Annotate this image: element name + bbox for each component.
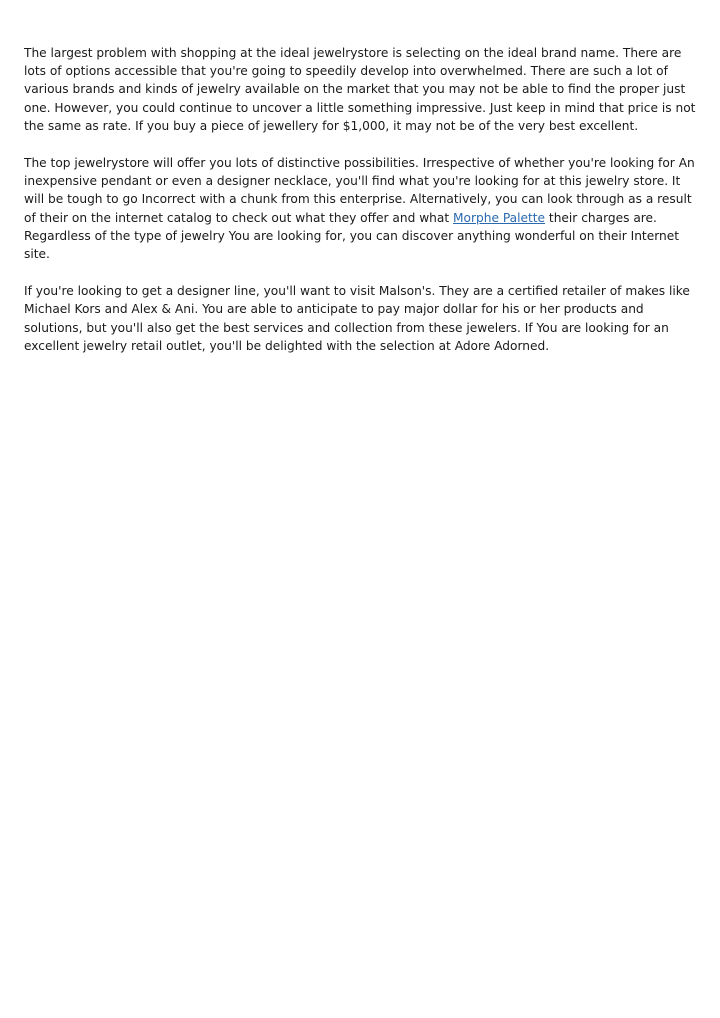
paragraph-2-text-before-link: The top jewelrystore will offer you lots of distinctive possibilities. Irrespective of whether you're looking for An inexpensive pendant or even a designer necklace, you'll find what you're looking for at this jewelry store. It will be tough to go Incorrect with a chunk from this enterprise. Alternatively, you can look through as a result of their on the internet catalog to check out what they offer and what [24, 156, 695, 225]
paragraph-1: The largest problem with shopping at the ideal jewelrystore is selecting on the ideal brand name. There are lots of options accessible that you're going to speedily develop into overwhelmed. There are such a lot of various brands and kinds of jewelry available on the market that you may not be able to find the proper just one. However, you could continue to uncover a little something impressive. Just keep in mind that price is not the same as rate. If you buy a piece of jewellery for $1,000, it may not be of the very best excellent. [24, 46, 696, 133]
morphe-palette-link[interactable]: Morphe Palette [453, 210, 546, 225]
paragraph-3: If you're looking to get a designer line, you'll want to visit Malson's. They are a certified retailer of makes like Michael Kors and Alex & Ani. You are able to anticipate to pay major dollar for his or her products and solutions, but you'll also get the best services and collection from these jewelers. If You are looking for an excellent jewelry retail outlet, you'll be delighted with the selection at Adore Adorned. [24, 284, 690, 353]
paragraph-2 [24, 154, 696, 263]
document-body [24, 44, 696, 374]
paragraph-2-text-after-link: their charges are. Regardless of the type of jewelry You are looking for, you can discover anything wonderful on their Internet site. [24, 210, 679, 262]
